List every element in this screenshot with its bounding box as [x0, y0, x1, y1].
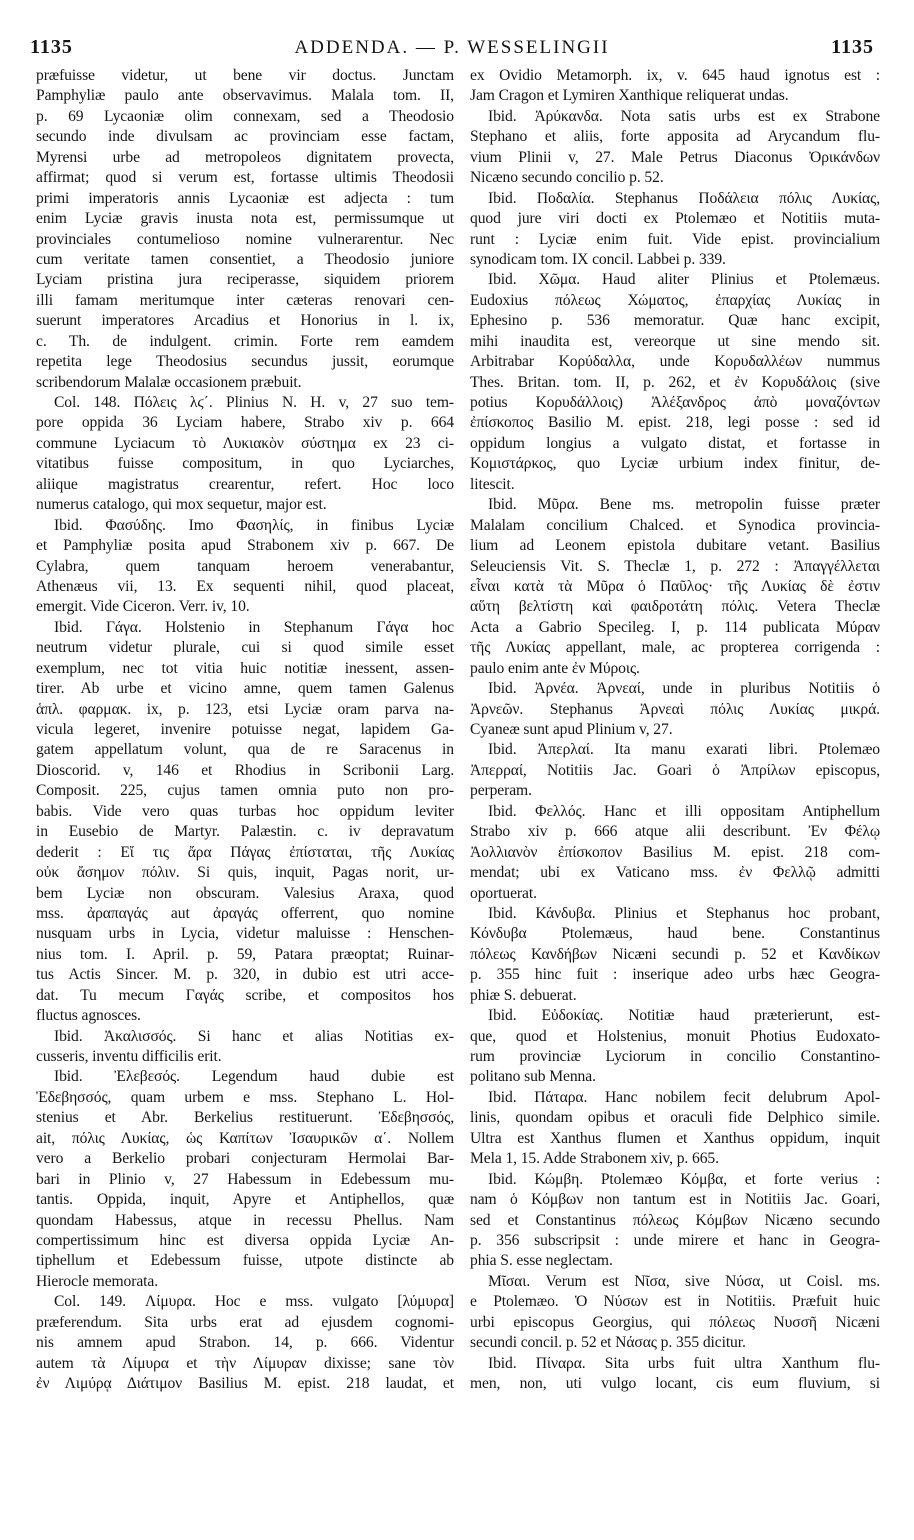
text-line: Ibid. Φελλός. Hanc et illi oppositam Antiphellum: [488, 802, 880, 820]
text-line: pore oppida 36 Lyciam habere, Strabo xiv p. 664: [36, 414, 454, 432]
text-line: quod jure viri docti ex Ptolemæo et Notitiis muta-: [470, 210, 880, 228]
text-line: ex Ovidio Metamorph. ix, v. 645 haud ignotus est :: [470, 67, 880, 84]
text-line: Ἀρνεῶν. Stephanus Ἀρνεαὶ πόλις Λυκίας μικρά.: [470, 700, 880, 718]
text-line: exemplum, nec tot vitia huic notitiæ inessent, assen-: [36, 659, 454, 677]
text-line: tirer. Ab urbe et vicino amne, quem tamen Galenus: [36, 680, 454, 698]
text-line: phia S. esse neglectam.: [470, 1252, 613, 1270]
text-line: provinciales contumelioso nomine vulnerarentur. Nec: [36, 230, 454, 248]
text-line: affirmat; quod si verum est, fortasse ultimis Theodosii: [36, 169, 454, 187]
text-line: Ibid. Πίναρα. Sita urbs fuit ultra Xanthum flu-: [488, 1354, 880, 1372]
text-line: tiphellum et Edebessum fuisse, utpote distincte ab: [36, 1252, 454, 1270]
text-line: men, non, uti vulgo locant, cis eum fluvium, si: [470, 1375, 880, 1392]
text-line: Ibid. Φασύδης. Imo Φασηλίς, in finibus Lyciæ: [54, 516, 454, 534]
text-line: nam ὁ Κόμβων non tantum est in Notitiis Jac. Goari,: [470, 1191, 880, 1209]
text-line: ἐπίσκοπος Basilio M. epist. 218, legi posse : sed id: [470, 414, 880, 432]
text-line: enim Lyciæ gravis inusta nota est, permissumque ut: [36, 210, 454, 228]
text-line: scribendorum Malalæ occasionem præbuit.: [36, 373, 302, 391]
text-line: suerunt imperatores Arcadius et Honorius in l. ix,: [36, 312, 454, 330]
text-line: πόλεως Κανδήβων Nicæni secundi p. 52 et Κανδίκων: [470, 945, 880, 963]
text-line: tantis. Oppida, inquit, Apyre et Antiphellos, quæ: [36, 1191, 454, 1209]
text-line: p. 69 Lycaoniæ olim connexam, sed a Theodosio: [36, 107, 454, 125]
text-line: litescit.: [470, 475, 515, 493]
text-line: Jam Cragon et Lymiren Xanthique reliquerat undas.: [470, 87, 789, 105]
text-line: Ibid. Ἀκαλισσός. Si hanc et alias Notitias ex-: [54, 1027, 454, 1045]
text-line: τῆς Λυκίας appellant, male, ac propterea corrigenda :: [470, 639, 880, 657]
text-line: Eudoxius πόλεως Χώματος, ἐπαρχίας Λυκίας in: [470, 291, 880, 309]
text-line: Stephano et aliis, forte apposita ad Arycandum flu-: [470, 128, 880, 146]
text-line: numerus catalogo, qui mox sequetur, major est.: [36, 496, 327, 514]
text-line: Κομιστάρκος, quo Lyciæ urbium index finitur, de-: [470, 455, 880, 473]
text-line: tus Actis Sincer. M. p. 320, in dubio est utri acce-: [36, 966, 454, 984]
text-line: quondam Habessus, atque in recessu Phellus. Nam: [36, 1211, 454, 1229]
text-line: runt : Lyciæ enim fuit. Vide epist. provincialium: [470, 230, 880, 248]
text-line: Acta a Gabrio Specileg. I, p. 114 publicata Μύραν: [470, 618, 880, 636]
text-line: aliique magistratus crearentur, refert. Hoc loco: [36, 475, 454, 493]
left-column: [36, 66, 454, 1394]
text-line: Ibid. Πάταρα. Hanc nobilem fecit delubrum Apol-: [488, 1088, 880, 1106]
text-line: Ἀολλιανὸν ἐπίσκοπον Basilius M. epist. 218 com-: [470, 843, 880, 861]
text-line: perperam.: [470, 782, 532, 800]
text-line: Dioscorid. v, 146 et Rhodius in Scribonii Larg.: [36, 761, 454, 779]
text-line: p. 355 hinc fuit : inserique adeo urbs hæc Geogra-: [470, 966, 880, 984]
right-column: [470, 66, 880, 1394]
text-line: compertissimum hinc est diversa oppida Lyciæ An-: [36, 1231, 454, 1249]
text-line: Ibid. Μῦρα. Bene ms. metropolin fuisse præter: [488, 496, 880, 514]
text-line: Ibid. Ἀπερλαί. Ita manu exarati libri. Ptolemæo: [488, 741, 880, 759]
text-line: primi imperatoris annis Lycaoniæ est adjecta : tum: [36, 189, 454, 207]
text-line: Col. 149. Λίμυρα. Hoc e mss. vulgato [λύμυρα]: [54, 1293, 454, 1311]
text-line: Myrensi urbe ad metropoleos dignitatem provecta,: [36, 148, 454, 166]
text-line: nis amnem apud Strabon. 14, p. 666. Videntur: [36, 1334, 454, 1352]
text-line: vicula legeret, invenire potuisse negat, lapidem Ga-: [36, 721, 454, 738]
text-line: Col. 148. Πόλεις λϛ΄. Plinius N. H. v, 27 suo tem-: [54, 394, 454, 411]
text-line: Ibid. Κώμβη. Ptolemæo Κόμβα, et forte verius :: [488, 1170, 880, 1188]
text-line: autem τὰ Λίμυρα et τὴν Λίμυραν dixisse; sane τὸν: [36, 1354, 454, 1372]
text-line: dat. Tu mecum Γαγάς scribe, et compositos hos: [36, 986, 454, 1004]
text-line: c. Th. de indulgent. crimin. Forte rem eamdem: [36, 332, 454, 350]
text-line: Ibid. Ποδαλία. Stephanus Ποδάλεια πόλις Λυκίας,: [488, 189, 880, 207]
text-line: Athenæus vii, 13. Ex sequenti nihil, quod placeat,: [36, 577, 454, 595]
text-line: Ephesino p. 536 memoratur. Quæ hanc excipit,: [470, 312, 880, 330]
text-line: Cyaneæ sunt apud Plinium v, 27.: [470, 721, 673, 738]
text-line: ἁπλ. φαρμακ. ix, p. 123, etsi Lyciæ oram parva na-: [36, 700, 454, 718]
text-line: et Pamphyliæ posita apud Strabonem xiv p. 667. De: [36, 537, 454, 555]
text-line: nusquam urbs in Lycia, videtur maluisse : Henschen-: [36, 925, 454, 943]
text-line: Lyciam pristina jura reciperasse, siquidem priorem: [36, 271, 454, 289]
text-line: Pamphyliæ paulo ante observavimus. Malala tom. II,: [36, 87, 454, 105]
text-line: mihi inaudita est, vereorque ut sine mendo sit.: [470, 332, 880, 350]
running-title: ADDENDA. — P. WESSELINGII: [294, 37, 610, 58]
text-line: oportuerat.: [470, 884, 537, 902]
text-line: εἶναι κατὰ τὰ Μῦρα ὁ Παῦλος· τῆς Λυκίας δὲ ἐστιν: [470, 577, 880, 595]
text-line: οὐκ ἄσημον πόλιν. Si quis, inquit, Pagas norit, ur-: [36, 864, 454, 882]
text-line: potius Κορυδάλλοις) Ἀλέξανδρος ἀπὸ μοναζόντων: [470, 394, 880, 411]
text-line: synodicam tom. IX concil. Labbei p. 339.: [470, 250, 726, 268]
text-line: cusseris, inventu difficilis erit.: [36, 1048, 222, 1065]
text-line: babis. Vide vero quas turbas hoc oppidum leviter: [36, 802, 454, 820]
text-line: Ἀπερραί, Notitiis Jac. Goari ὁ Ἀπρίλων episcopus,: [470, 761, 880, 779]
text-line: Mela 1, 15. Adde Strabonem xiv, p. 665.: [470, 1150, 719, 1168]
text-line: que, quod et Holstenius, monuit Photius Eudoxato-: [470, 1027, 880, 1045]
text-line: vero a Berkelio probari conjecturam Hermolai Bar-: [36, 1150, 454, 1168]
text-line: bari in Plinio v, 27 Habessum in Edebessum mu-: [36, 1170, 454, 1188]
text-line: Ibid. Εὐδοκίας. Notitiæ haud præterierunt, est-: [488, 1007, 880, 1025]
text-line: dederit : Εἴ τις ἄρα Πάγας ἐπίσταται, τῆς Λυκίας: [36, 843, 454, 861]
text-line: Malalam concilium Chalced. et Synodica provincia-: [470, 516, 880, 534]
text-line: Ἐδεβησσός, quam urbem e mss. Stephano L. Hol-: [36, 1088, 454, 1106]
text-line: Μῖσαι. Verum est Νῖσα, sive Νύσα, ut Coisl. ms.: [488, 1272, 880, 1290]
text-line: linis, quondam opibus et oraculi fide Delphico simile.: [470, 1109, 880, 1127]
text-line: præfuisse videtur, ut bene vir doctus. Junctam: [36, 67, 454, 84]
text-line: Seleuciensis Vit. S. Theclæ 1, p. 272 : Ἀπαγγέλλεται: [470, 557, 880, 575]
right-page-number: 1135: [831, 36, 874, 58]
page-header: [30, 36, 874, 60]
text-line: Κόνδυβα Ptolemæus, haud bene. Constantinus: [470, 925, 880, 943]
text-line: Hierocle memorata.: [36, 1272, 159, 1290]
text-line: commune Lyciacum τὸ Λυκιακὸν σύστημα ex 23 ci-: [36, 434, 454, 452]
text-line: secundo inde divulsam ac provinciam esse factam,: [36, 128, 454, 146]
text-line: præferendum. Sita urbs erat ad ejusdem cognomi-: [36, 1313, 454, 1331]
text-line: in Eusebio de Martyr. Palæstin. c. iv depravatum: [36, 823, 454, 841]
text-line: Composit. 225, cujus tamen omnia puto non pro-: [36, 782, 454, 800]
text-line: urbi episcopus Georgius, qui πόλεως Νυσσῆ Nicæni: [470, 1313, 880, 1331]
text-line: Ibid. Κάνδυβα. Plinius et Stephanus hoc probant,: [488, 904, 880, 922]
text-line: paulo enim ante ἐν Μύροις.: [470, 659, 640, 677]
text-line: Ibid. Ἀρύκανδα. Nota satis urbs est ex Strabone: [488, 107, 880, 125]
text-line: ἐν Λιμύρᾳ Διάτιμον Basilius M. epist. 218 laudat, et: [36, 1375, 454, 1392]
text-line: politano sub Menna.: [470, 1068, 596, 1086]
text-line: Thes. Britan. tom. II, p. 262, et ἐν Κορυδάλοις (sive: [470, 373, 880, 391]
text-line: stenius et Abr. Berkelius restituerunt. Ἐδεβησσός,: [36, 1109, 454, 1127]
text-line: αὕτη βελτίστη καὶ φαιδροτάτη πόλις. Vetera Theclæ: [470, 598, 880, 616]
text-line: vitatibus fuisse compositum, in quo Lyciarches,: [36, 455, 454, 473]
text-line: nius tom. I. April. p. 59, Patara præoptat; Ruinar-: [36, 945, 454, 963]
text-line: mss. ἀραπαγάς aut ἀραγάς offerrent, quo nomine: [36, 904, 454, 922]
text-line: gatem appellatum volunt, qua de re Saracenus in: [36, 741, 454, 759]
left-page-number: 1135: [30, 36, 73, 58]
text-line: Ibid. Γάγα. Holstenio in Stephanum Γάγα hoc: [54, 618, 454, 636]
text-line: Ibid. Χῶμα. Haud aliter Plinius et Ptolemæus.: [488, 271, 880, 289]
text-line: oppidum longius a vulgato distat, et fortasse in: [470, 434, 880, 452]
text-line: mendat; ubi ex Vaticano mss. ἐν Φελλῷ admitti: [470, 864, 880, 882]
text-line: Nicæno secundo concilio p. 52.: [470, 169, 664, 187]
text-line: neutrum videtur plurale, cui si quod simile esset: [36, 639, 454, 657]
text-line: repetita lege Theodosius secundus jussit, eorumque: [36, 353, 454, 371]
text-line: phiæ S. debuerat.: [470, 986, 577, 1004]
text-line: Strabo xiv p. 666 atque alii describunt. Ἐν Φέλῳ: [470, 823, 880, 841]
text-line: bem Lyciæ non obscuram. Valesius Araxa, quod: [36, 884, 454, 902]
text-line: secundi concil. p. 52 et Νάσας p. 355 dicitur.: [470, 1334, 746, 1352]
text-line: emergit. Vide Ciceron. Verr. iv, 10.: [36, 598, 250, 616]
text-line: Arbitrabar Κορύδαλλα, unde Κορυδαλλέων nummus: [470, 353, 880, 371]
text-line: fluctus agnosces.: [36, 1007, 141, 1025]
text-line: lium ad Leonem epistola dubitare vetant. Basilius: [470, 537, 880, 555]
text-line: sed et Constantinus πόλεως Κόμβων Nicæno secundo: [470, 1211, 880, 1229]
text-line: e Ptolemæo. Ὁ Νύσων est in Notitiis. Præfuit huic: [470, 1293, 880, 1311]
text-line: Cylabra, quem tanquam heroem venerabantur,: [36, 557, 454, 575]
text-line: illi famam meritumque inter cæteras renovari cen-: [36, 291, 454, 309]
text-line: ait, πόλις Λυκίας, ὡς Καπίτων Ἰσαυρικῶν α΄. Nollem: [36, 1129, 454, 1147]
text-line: cum veritate tamen consentiet, a Theodosio juniore: [36, 250, 454, 268]
text-line: vium Plinii v, 27. Male Petrus Diaconus Ὀρικάνδων: [470, 148, 880, 166]
text-line: rum provinciæ Lyciorum in concilio Constantino-: [470, 1048, 880, 1065]
text-line: Ultra est Xanthus flumen et Xanthus oppidum, inquit: [470, 1129, 880, 1147]
text-line: p. 356 subscripsit : unde mirere et hanc in Geogra-: [470, 1231, 880, 1249]
text-line: Ibid. Ἐλεβεσός. Legendum haud dubie est: [54, 1068, 454, 1086]
text-line: Ibid. Ἀρνέα. Ἀρνεαί, unde in pluribus Notitiis ὁ: [488, 680, 880, 698]
